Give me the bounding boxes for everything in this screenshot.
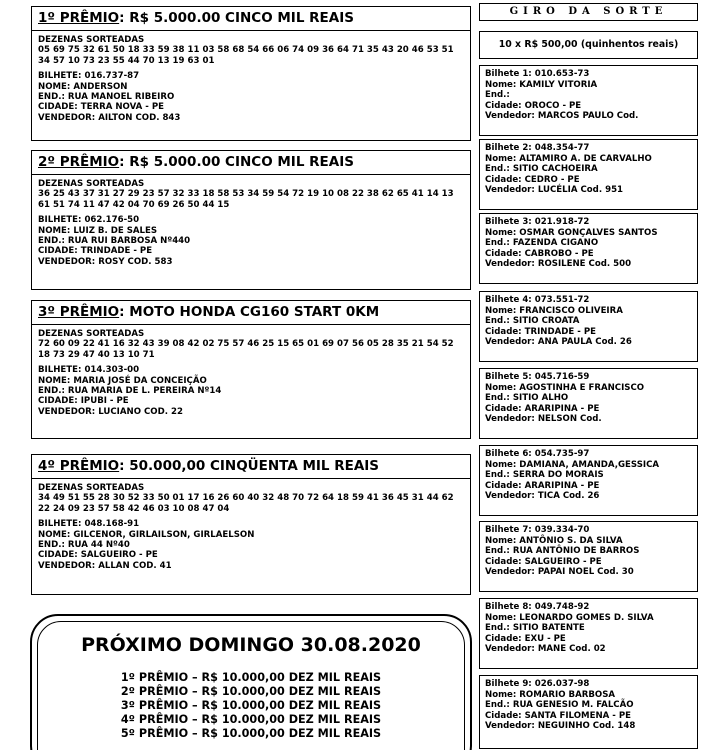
next-prize-line-1: 1º PRÊMIO – R$ 10.000,00 DEZ MIL REAIS xyxy=(120,671,382,684)
giro-ticket-number: Bilhete 5: 045.716-59 xyxy=(485,372,590,382)
prize-1-draws-label: DEZENAS SORTEADAS xyxy=(38,35,145,45)
prize-2-body xyxy=(31,175,471,290)
prize-3-name: NOME: MARIA JOSÉ DA CONCEIÇÃO xyxy=(38,375,207,386)
giro-ticket-city: Cidade: CABROBO - PE xyxy=(485,248,594,259)
prize-4-title: : 50.000,00 CINQÜENTA MIL REAIS xyxy=(119,458,380,474)
giro-ticket-4 xyxy=(479,291,698,362)
giro-ticket-address: End.: FAZENDA CIGANO xyxy=(485,238,599,249)
giro-ticket-number: Bilhete 1: 010.653-73 xyxy=(485,69,590,79)
giro-ticket-address: End.: SITIO ALHO xyxy=(485,393,569,404)
prize-4-seller: VENDEDOR: ALLAN COD. 41 xyxy=(38,560,172,571)
giro-ticket-number: Bilhete 8: 049.748-92 xyxy=(485,602,590,612)
giro-ticket-seller: Vendedor: NEGUINHO Cod. 148 xyxy=(485,721,636,732)
prize-1-numbers: 05 69 75 32 61 50 18 33 59 38 11 03 58 68 54 66 06 74 09 36 64 71 35 43 20 46 53 51 34 57 10 73 23 55 44 70 13 19 63 01 xyxy=(38,45,454,66)
giro-ticket-name: Nome: AGOSTINHA E FRANCISCO xyxy=(485,382,645,393)
giro-subtitle: 10 x R$ 500,00 (quinhentos reais) xyxy=(479,31,698,59)
giro-ticket-number: Bilhete 2: 048.354-77 xyxy=(485,143,590,153)
prize-3-city: CIDADE: IPUBI - PE xyxy=(38,396,129,407)
prize-1 xyxy=(31,6,471,141)
next-prize-line-5: 5º PRÊMIO – R$ 10.000,00 DEZ MIL REAIS xyxy=(120,727,382,740)
giro-ticket-city: Cidade: SALGUEIRO - PE xyxy=(485,556,602,567)
prize-4-draws-label: DEZENAS SORTEADAS xyxy=(38,483,145,493)
giro-ticket-1 xyxy=(479,65,698,136)
giro-ticket-name: Nome: KAMILY VITORIA xyxy=(485,79,598,90)
next-sunday-box xyxy=(30,614,472,750)
giro-ticket-number: Bilhete 6: 054.735-97 xyxy=(485,449,590,459)
next-prize-line-4: 4º PRÊMIO – R$ 10.000,00 DEZ MIL REAIS xyxy=(120,713,382,726)
giro-ticket-number: Bilhete 3: 021.918-72 xyxy=(485,217,590,227)
giro-ticket-3 xyxy=(479,213,698,284)
next-prize-line-3: 3º PRÊMIO – R$ 10.000,00 DEZ MIL REAIS xyxy=(120,699,382,712)
prize-3-title: : MOTO HONDA CG160 START 0KM xyxy=(119,304,380,320)
prize-3-seller: VENDEDOR: LUCIANO COD. 22 xyxy=(38,406,183,417)
giro-ticket-name: Nome: OSMAR GONÇALVES SANTOS xyxy=(485,227,658,238)
giro-ticket-address: End.: RUA GENESIO M. FALCÃO xyxy=(485,700,634,711)
giro-ticket-city: Cidade: TRINDADE - PE xyxy=(485,326,596,337)
prize-3-header xyxy=(31,300,471,325)
giro-ticket-address: End.: SITIO BATENTE xyxy=(485,623,585,634)
prize-1-address: END.: RUA MANOEL RIBEIRO xyxy=(38,92,175,103)
giro-ticket-number: Bilhete 4: 073.551-72 xyxy=(485,295,590,305)
prize-4-city: CIDADE: SALGUEIRO - PE xyxy=(38,550,158,561)
prize-4 xyxy=(31,454,471,595)
prize-4-label: 4º PRÊMIO xyxy=(38,458,120,474)
giro-ticket-city: Cidade: SANTA FILOMENA - PE xyxy=(485,710,632,721)
giro-ticket-seller: Vendedor: NELSON Cod. xyxy=(485,414,602,425)
giro-ticket-number: Bilhete 7: 039.334-70 xyxy=(485,525,590,535)
giro-ticket-8 xyxy=(479,598,698,669)
next-prize-line-2: 2º PRÊMIO – R$ 10.000,00 DEZ MIL REAIS xyxy=(120,685,382,698)
prize-2-header xyxy=(31,150,471,175)
prize-2-address: END.: RUA RUI BARBOSA Nº440 xyxy=(38,236,191,247)
giro-ticket-city: Cidade: EXU - PE xyxy=(485,633,566,644)
prize-4-address: END.: RUA 44 Nº40 xyxy=(38,540,130,551)
prize-4-header xyxy=(31,454,471,479)
prize-2-name: NOME: LUIZ B. DE SALES xyxy=(38,225,158,236)
giro-ticket-2 xyxy=(479,139,698,210)
giro-ticket-name: Nome: LEONARDO GOMES D. SILVA xyxy=(485,612,654,623)
giro-ticket-name: Nome: ROMARIO BARBOSA xyxy=(485,689,616,700)
giro-ticket-address: End.: SITIO CROATA xyxy=(485,316,580,327)
prize-2-title: : R$ 5.000.00 CINCO MIL REAIS xyxy=(119,154,354,170)
giro-ticket-seller: Vendedor: MARCOS PAULO Cod. xyxy=(485,111,639,122)
giro-title: GIRO DA SORTE xyxy=(479,3,698,21)
giro-ticket-address: End.: SERRA DO MORAIS xyxy=(485,470,604,481)
prize-2-city: CIDADE: TRINDADE - PE xyxy=(38,246,153,257)
giro-ticket-city: Cidade: CEDRO - PE xyxy=(485,174,580,185)
prize-2-numbers: 36 25 43 37 31 27 29 23 57 32 33 18 58 53 34 59 54 72 19 10 08 22 38 62 65 41 14 13 61 51 74 11 47 42 04 70 69 26 50 44 15 xyxy=(38,189,454,210)
giro-ticket-address: End.: SITIO CACHOEIRA xyxy=(485,164,598,175)
prize-1-name: NOME: ANDERSON xyxy=(38,81,128,92)
prize-1-header xyxy=(31,6,471,31)
giro-ticket-6 xyxy=(479,445,698,516)
prize-2-seller: VENDEDOR: ROSY COD. 583 xyxy=(38,256,173,267)
giro-ticket-seller: Vendedor: PAPAI NOEL Cod. 30 xyxy=(485,567,634,578)
prize-3-ticket: BILHETE: 014.303-00 xyxy=(38,365,140,376)
prize-1-body xyxy=(31,31,471,141)
prize-4-ticket: BILHETE: 048.168-91 xyxy=(38,519,140,530)
giro-ticket-city: Cidade: ARARIPINA - PE xyxy=(485,403,600,414)
giro-ticket-7 xyxy=(479,521,698,592)
prize-2-draws-label: DEZENAS SORTEADAS xyxy=(38,179,145,189)
giro-ticket-name: Nome: ALTAMIRO A. DE CARVALHO xyxy=(485,153,652,164)
prize-1-city: CIDADE: TERRA NOVA - PE xyxy=(38,102,165,113)
giro-ticket-address: End.: xyxy=(485,90,510,101)
prize-3-draws-label: DEZENAS SORTEADAS xyxy=(38,329,145,339)
giro-ticket-address: End.: RUA ANTÔNIO DE BARROS xyxy=(485,546,640,557)
next-sunday-title: PRÓXIMO DOMINGO 30.08.2020 xyxy=(81,634,421,656)
prize-4-body xyxy=(31,479,471,595)
prize-2-label: 2º PRÊMIO xyxy=(38,154,120,170)
giro-ticket-9 xyxy=(479,675,698,749)
giro-ticket-name: Nome: FRANCISCO OLIVEIRA xyxy=(485,305,623,316)
prize-4-numbers: 34 49 51 55 28 30 52 33 50 01 17 16 26 60 40 32 48 70 72 64 18 59 41 36 45 31 44 62 22 24 09 23 57 58 42 46 03 10 08 47 04 xyxy=(38,493,454,514)
prize-3-label: 3º PRÊMIO xyxy=(38,304,120,320)
giro-ticket-seller: Vendedor: ANA PAULA Cod. 26 xyxy=(485,337,632,348)
giro-ticket-seller: Vendedor: TICA Cod. 26 xyxy=(485,491,600,502)
giro-ticket-seller: Vendedor: MANE Cod. 02 xyxy=(485,644,606,655)
giro-ticket-seller: Vendedor: ROSILENE Cod. 500 xyxy=(485,259,632,270)
prize-2 xyxy=(31,150,471,290)
giro-ticket-5 xyxy=(479,368,698,439)
giro-ticket-name: Nome: DAMIANA, AMANDA,GESSICA xyxy=(485,459,660,470)
prize-3 xyxy=(31,300,471,439)
giro-ticket-number: Bilhete 9: 026.037-98 xyxy=(485,679,590,689)
giro-ticket-city: Cidade: ARARIPINA - PE xyxy=(485,480,600,491)
prize-1-title: : R$ 5.000.00 CINCO MIL REAIS xyxy=(119,10,354,26)
prize-1-seller: VENDEDOR: AILTON COD. 843 xyxy=(38,112,181,123)
giro-ticket-seller: Vendedor: LUCÉLIA Cod. 951 xyxy=(485,185,624,196)
prize-2-ticket: BILHETE: 062.176-50 xyxy=(38,215,140,226)
prize-4-name: NOME: GILCENOR, GIRLAILSON, GIRLAELSON xyxy=(38,529,255,540)
prize-3-body xyxy=(31,325,471,439)
prize-1-ticket: BILHETE: 016.737-87 xyxy=(38,71,140,82)
giro-ticket-name: Nome: ANTÔNIO S. DA SILVA xyxy=(485,535,623,546)
prize-1-label: 1º PRÊMIO xyxy=(38,10,120,26)
prize-3-address: END.: RUA MARIA DE L. PEREIRA Nº14 xyxy=(38,386,222,397)
prize-3-numbers: 72 60 09 22 41 16 32 43 39 08 42 02 75 57 46 25 15 65 01 69 07 56 05 28 35 21 54 52 18 73 29 47 40 13 10 71 xyxy=(38,339,454,360)
giro-ticket-city: Cidade: OROCO - PE xyxy=(485,100,582,111)
